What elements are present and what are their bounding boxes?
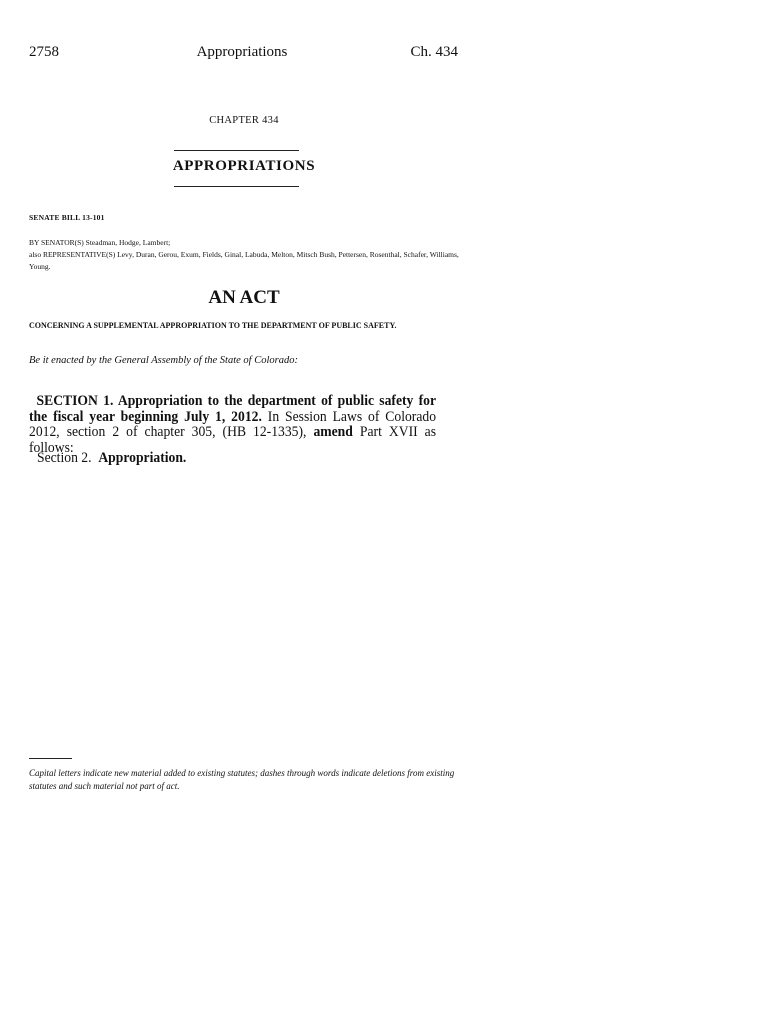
running-chapter: Ch. 434	[410, 44, 458, 60]
section-2-heading: Appropriation.	[98, 450, 187, 466]
section-2	[37, 450, 186, 467]
sponsors-block	[29, 237, 469, 273]
section-1-text-end: Part XVII as follows:	[29, 424, 437, 456]
footnote-rule	[29, 758, 72, 759]
section-1	[29, 394, 436, 456]
act-heading: AN ACT	[208, 287, 280, 308]
chapter-label: CHAPTER 434	[209, 115, 279, 126]
page-title: APPROPRIATIONS	[172, 158, 316, 174]
section-1-text: In Session Laws of Colorado 2012, section 2 of chapter 305, (HB 12-1335),	[29, 408, 437, 440]
section-1-amend: amend	[313, 424, 353, 440]
representatives-line: also REPRESENTATIVE(S) Levy, Duran, Gerou, Exum, Fields, Ginal, Labuda, Melton, Mitsch Bush, Pettersen, Rosenthal, Schafer, Williams, Young.	[29, 250, 459, 271]
footnote: Capital letters indicate new material added to existing statutes; dashes through words indicate deletions from existing statutes and such material not part of act.	[29, 768, 455, 791]
senators-line: BY SENATOR(S) Steadman, Hodge, Lambert;	[29, 238, 171, 247]
section-2-label: Section 2.	[37, 450, 92, 466]
bill-number: SENATE BILL 13-101	[29, 213, 105, 222]
enacting-clause: Be it enacted by the General Assembly of the State of Colorado:	[29, 355, 298, 366]
title-rule-bottom	[174, 186, 299, 187]
concerning-clause: CONCERNING A SUPPLEMENTAL APPROPRIATION TO THE DEPARTMENT OF PUBLIC SAFETY.	[29, 321, 397, 330]
running-title: Appropriations	[196, 44, 288, 60]
section-1-heading: SECTION 1. Appropriation to the department of public safety for the fiscal year beginning July 1, 2012.	[29, 393, 437, 425]
page-number: 2758	[29, 44, 59, 60]
title-rule-top	[174, 150, 299, 151]
